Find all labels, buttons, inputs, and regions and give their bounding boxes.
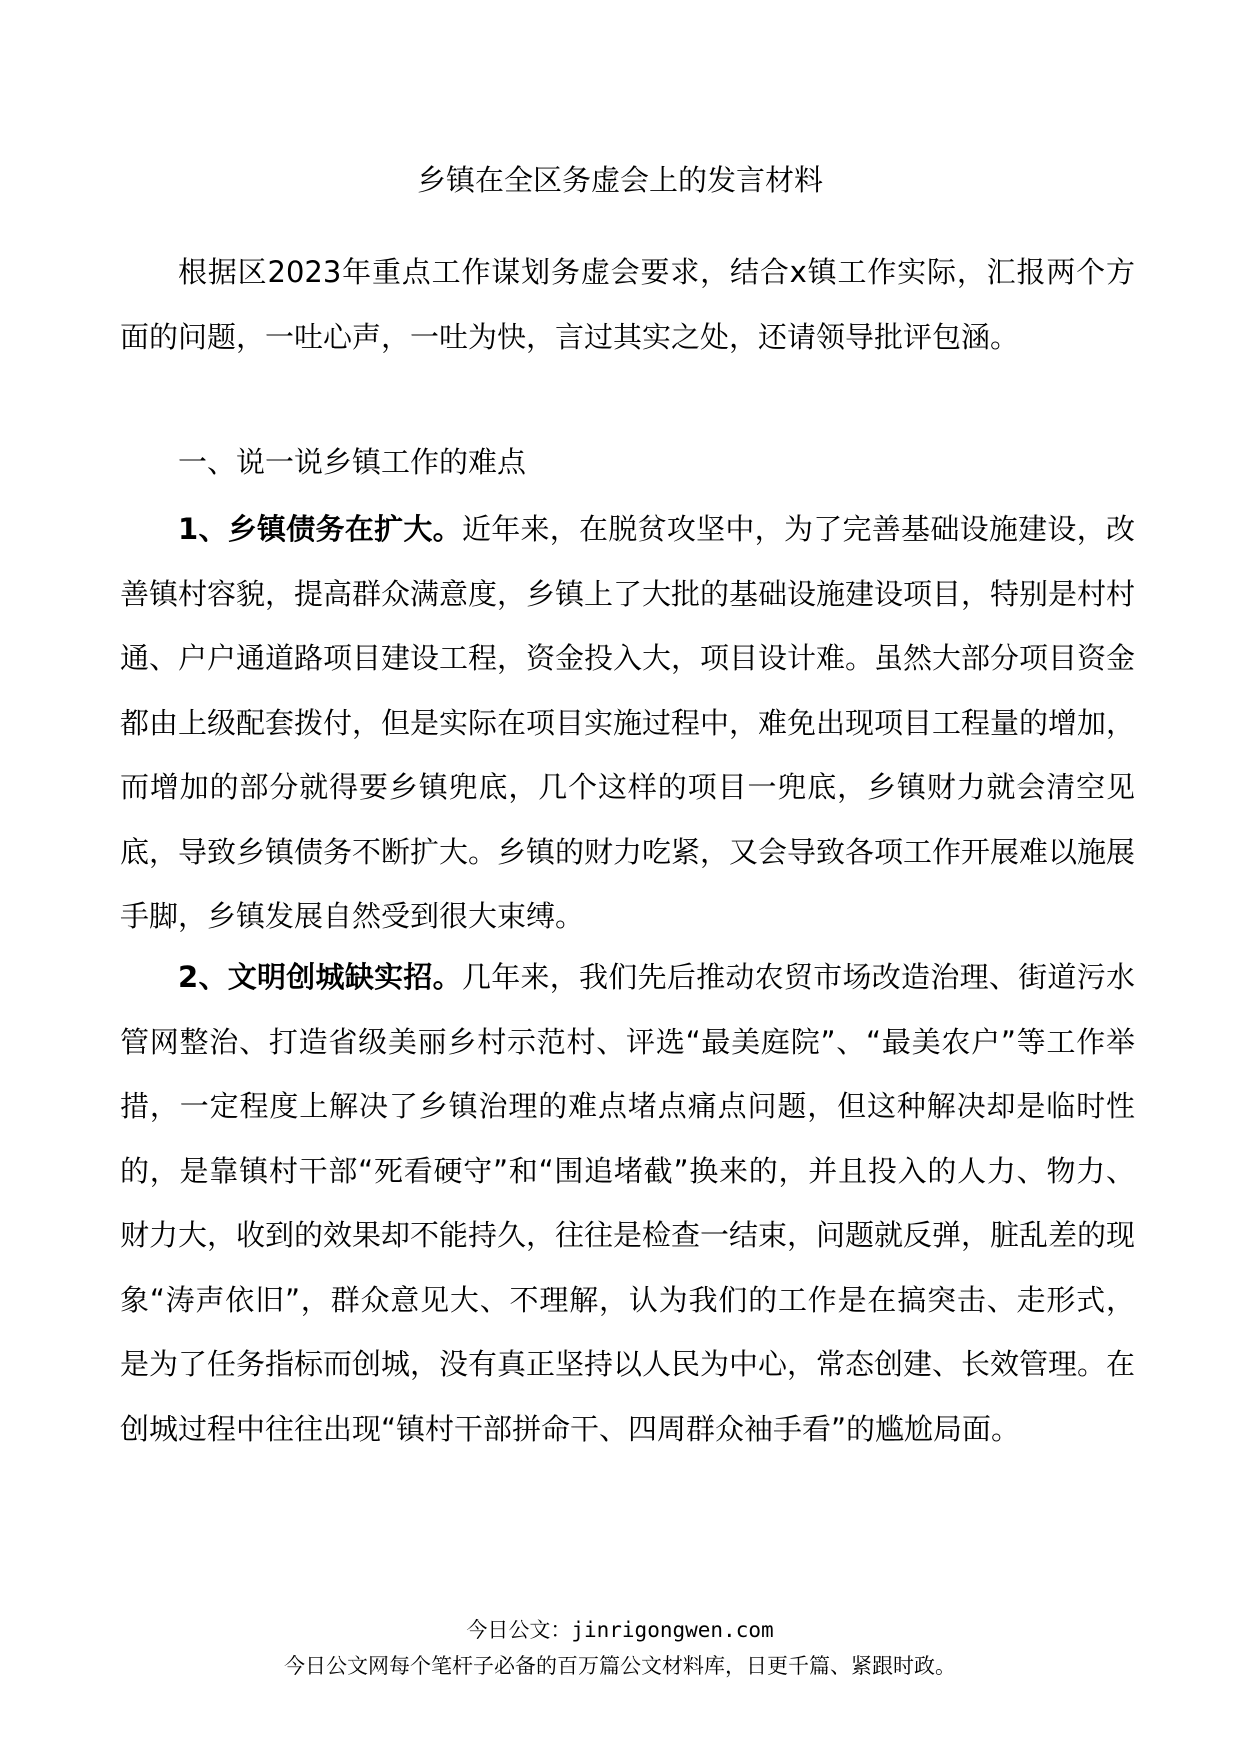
footer-slogan: 今日公文网每个笔杆子必备的百万篇公文材料库，日更千篇、紧跟时政。	[284, 1654, 956, 1678]
point-2-paragraph	[120, 945, 1135, 1461]
footer-site-url[interactable]: jinrigongwen.com	[571, 1618, 774, 1642]
document-title: 乡镇在全区务虚会上的发言材料	[416, 163, 823, 197]
point-2-lead: 2、文明创城缺实招。	[178, 960, 462, 994]
footer-site-label: 今日公文：	[466, 1618, 572, 1642]
footer	[0, 1615, 1240, 1683]
intro-paragraph: 根据区2023年重点工作谋划务虚会要求，结合x镇工作实际，汇报两个方面的问题，一吐心声，一吐为快，言过其实之处，还请领导批评包涵。	[120, 255, 1135, 354]
point-1-paragraph	[120, 497, 1135, 949]
point-1-lead: 1、乡镇债务在扩大。	[178, 512, 462, 546]
section-heading: 一、说一说乡镇工作的难点	[178, 445, 527, 479]
point-1-body: 近年来，在脱贫攻坚中，为了完善基础设施建设，改善镇村容貌，提高群众满意度，乡镇上了大批的基础设施建设项目，特别是村村通、户户通道路项目建设工程，资金投入大，项目设计难。虽然大部分项目资金都由上级配套拨付，但是实际在项目实施过程中，难免出现项目工程量的增加，而增加的部分就得要乡镇兜底，几个这样的项目一兜底，乡镇财力就会清空见底，导致乡镇债务不断扩大。乡镇的财力吃紧，又会导致各项工作开展难以施展手脚，乡镇发展自然受到很大束缚。	[120, 512, 1136, 933]
point-2-body: 几年来，我们先后推动农贸市场改造治理、街道污水管网整治、打造省级美丽乡村示范村、评选“最美庭院”、“最美农户”等工作举措，一定程度上解决了乡镇治理的难点堵点痛点问题，但这种解决却是临时性的，是靠镇村干部“死看硬守”和“围追堵截”换来的，并且投入的人力、物力、财力大，收到的效果却不能持久，往往是检查一结束，问题就反弹，脏乱差的现象“涛声依旧”，群众意见大、不理解，认为我们的工作是在搞突击、走形式，是为了任务指标而创城，没有真正坚持以人民为中心，常态创建、长效管理。在创城过程中往往出现“镇村干部拼命干、四周群众袖手看”的尴尬局面。	[120, 960, 1136, 1446]
footer-site-line	[0, 1615, 1240, 1645]
